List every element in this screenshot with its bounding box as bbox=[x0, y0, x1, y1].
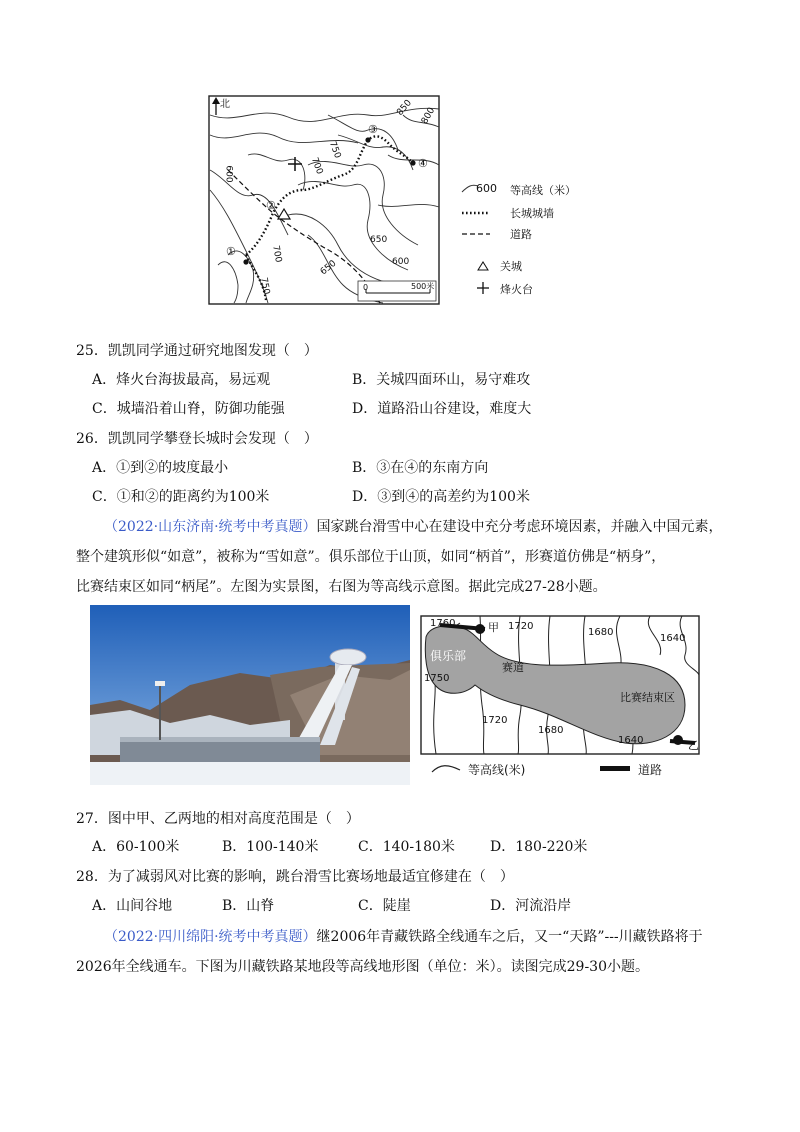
map1-legend bbox=[460, 178, 600, 298]
scale-label: 500米 bbox=[411, 282, 435, 291]
map2-contour-label: 1640 bbox=[618, 735, 644, 746]
question-27-option-b[interactable]: B．100-140米 bbox=[222, 839, 319, 855]
question-28-stem: 28．为了减弱风对比赛的影响，跳台滑雪比赛场地最适宜修建在（ ） bbox=[76, 869, 514, 885]
pass-legend-icon bbox=[478, 262, 488, 270]
question-25-stem: 25．凯凯同学通过研究地图发现（ ） bbox=[76, 343, 318, 359]
map2-legend-contour: 等高线(米) bbox=[468, 763, 526, 777]
map2-contour-label: 1640 bbox=[660, 633, 686, 644]
question-28-option-c[interactable]: C．陡崖 bbox=[358, 898, 411, 914]
legend-beacon: 烽火台 bbox=[500, 283, 533, 296]
question-26-option-b[interactable]: B．③在④的东南方向 bbox=[352, 460, 489, 476]
question-28-option-b[interactable]: B．山脊 bbox=[222, 898, 275, 914]
intro-2-source[interactable]: （2022·四川绵阳·统考中考真题） bbox=[104, 929, 317, 945]
question-26-option-d[interactable]: D．③到④的高差约为100米 bbox=[352, 489, 530, 505]
point-1-label: ① bbox=[226, 245, 236, 258]
question-27-option-d[interactable]: D．180-220米 bbox=[490, 839, 588, 855]
intro-1-source[interactable]: （2022·山东济南·统考中考真题） bbox=[104, 519, 317, 535]
question-28-option-d[interactable]: D．河流沿岸 bbox=[490, 898, 572, 914]
question-27-option-a[interactable]: A．60-100米 bbox=[92, 839, 180, 855]
question-28-option-a[interactable]: A．山间谷地 bbox=[92, 898, 173, 914]
intro-1-line-1: （2022·山东济南·统考中考真题）国家跳台滑雪中心在建设中充分考虑环境因素，并融入中国元素， bbox=[104, 519, 723, 535]
question-25-option-c[interactable]: C．城墙沿着山脊，防御功能强 bbox=[92, 401, 285, 417]
intro-1-line-2: 整个建筑形似“如意”，被称为“雪如意”。俱乐部位于山顶，如同“柄首”，形赛道仿佛是“柄身”， bbox=[76, 549, 666, 565]
map2-legend bbox=[420, 758, 700, 778]
question-27-stem: 27．图中甲、乙两地的相对高度范围是（ ） bbox=[76, 811, 360, 827]
question-25-option-a[interactable]: A．烽火台海拔最高，易远观 bbox=[92, 372, 271, 388]
map2-contour-label: 1720 bbox=[482, 715, 508, 726]
contour-label: 800 bbox=[419, 106, 438, 126]
contour-label: 750 bbox=[258, 276, 272, 296]
legend-road: 道路 bbox=[510, 228, 532, 241]
map2-contour-label: 1760 bbox=[430, 618, 456, 629]
question-25-option-b[interactable]: B．关城四面环山，易守难攻 bbox=[352, 372, 531, 388]
map2-yi-label: 乙 bbox=[688, 739, 699, 752]
contour-label: 750 bbox=[326, 140, 343, 160]
north-label: 北 bbox=[220, 99, 230, 110]
map2-contour-label: 1680 bbox=[538, 725, 564, 736]
map2-contour-label: 1750 bbox=[424, 673, 450, 684]
question-26-stem: 26．凯凯同学攀登长城时会发现（ ） bbox=[76, 431, 318, 447]
map2-track-label: 赛道 bbox=[502, 661, 524, 674]
map2-legend-road: 道路 bbox=[638, 763, 663, 777]
question-26-option-c[interactable]: C．①和②的距离约为100米 bbox=[92, 489, 270, 505]
contour-label: 600 bbox=[392, 257, 410, 267]
road-legend-icon bbox=[600, 766, 630, 771]
point-4-label: ④ bbox=[418, 157, 428, 170]
map2-jia-label: 甲 bbox=[488, 621, 499, 634]
contour-label: 650 bbox=[318, 258, 339, 278]
legend-contour: 等高线（米） bbox=[510, 184, 576, 197]
point-2-label: ② bbox=[266, 199, 276, 212]
question-26-option-a[interactable]: A．①到②的坡度最小 bbox=[92, 460, 229, 476]
ski-jump-contour-map bbox=[420, 615, 700, 755]
intro-2-line-2: 2026年全线通车。下图为川藏铁路某地段等高线地形图（单位：米）。读图完成29-30小题。 bbox=[76, 959, 649, 975]
scale-zero: 0 bbox=[363, 283, 369, 292]
legend-pass: 关城 bbox=[500, 260, 522, 273]
contour-label: 700 bbox=[270, 244, 284, 264]
intro-2-line-1: （2022·四川绵阳·统考中考真题）继2006年青藏铁路全线通车之后，又一“天路”---川藏铁路将于 bbox=[104, 929, 703, 945]
map2-contour-label: 1680 bbox=[588, 627, 614, 638]
contour-label: 700 bbox=[308, 156, 325, 176]
legend-contour-value: 600 bbox=[476, 182, 497, 195]
contour-label: 650 bbox=[370, 235, 388, 245]
map2-contour-label: 1720 bbox=[508, 621, 534, 632]
question-25-option-d[interactable]: D．道路沿山谷建设，难度大 bbox=[352, 401, 532, 417]
legend-wall: 长城城墙 bbox=[510, 207, 554, 220]
map2-club-label: 俱乐部 bbox=[430, 649, 467, 663]
map2-finish-label: 比赛结束区 bbox=[620, 691, 675, 704]
contour-label: 850 bbox=[395, 98, 414, 118]
intro-1-line-3: 比赛结束区如同“柄尾”。左图为实景图，右图为等高线示意图。据此完成27-28小题。 bbox=[76, 579, 607, 595]
ski-jump-photo bbox=[90, 605, 410, 785]
question-27-option-c[interactable]: C．140-180米 bbox=[358, 839, 455, 855]
point-3-label: ③ bbox=[368, 123, 378, 136]
contour-label: 600 bbox=[223, 165, 234, 183]
great-wall-contour-map bbox=[208, 95, 440, 305]
